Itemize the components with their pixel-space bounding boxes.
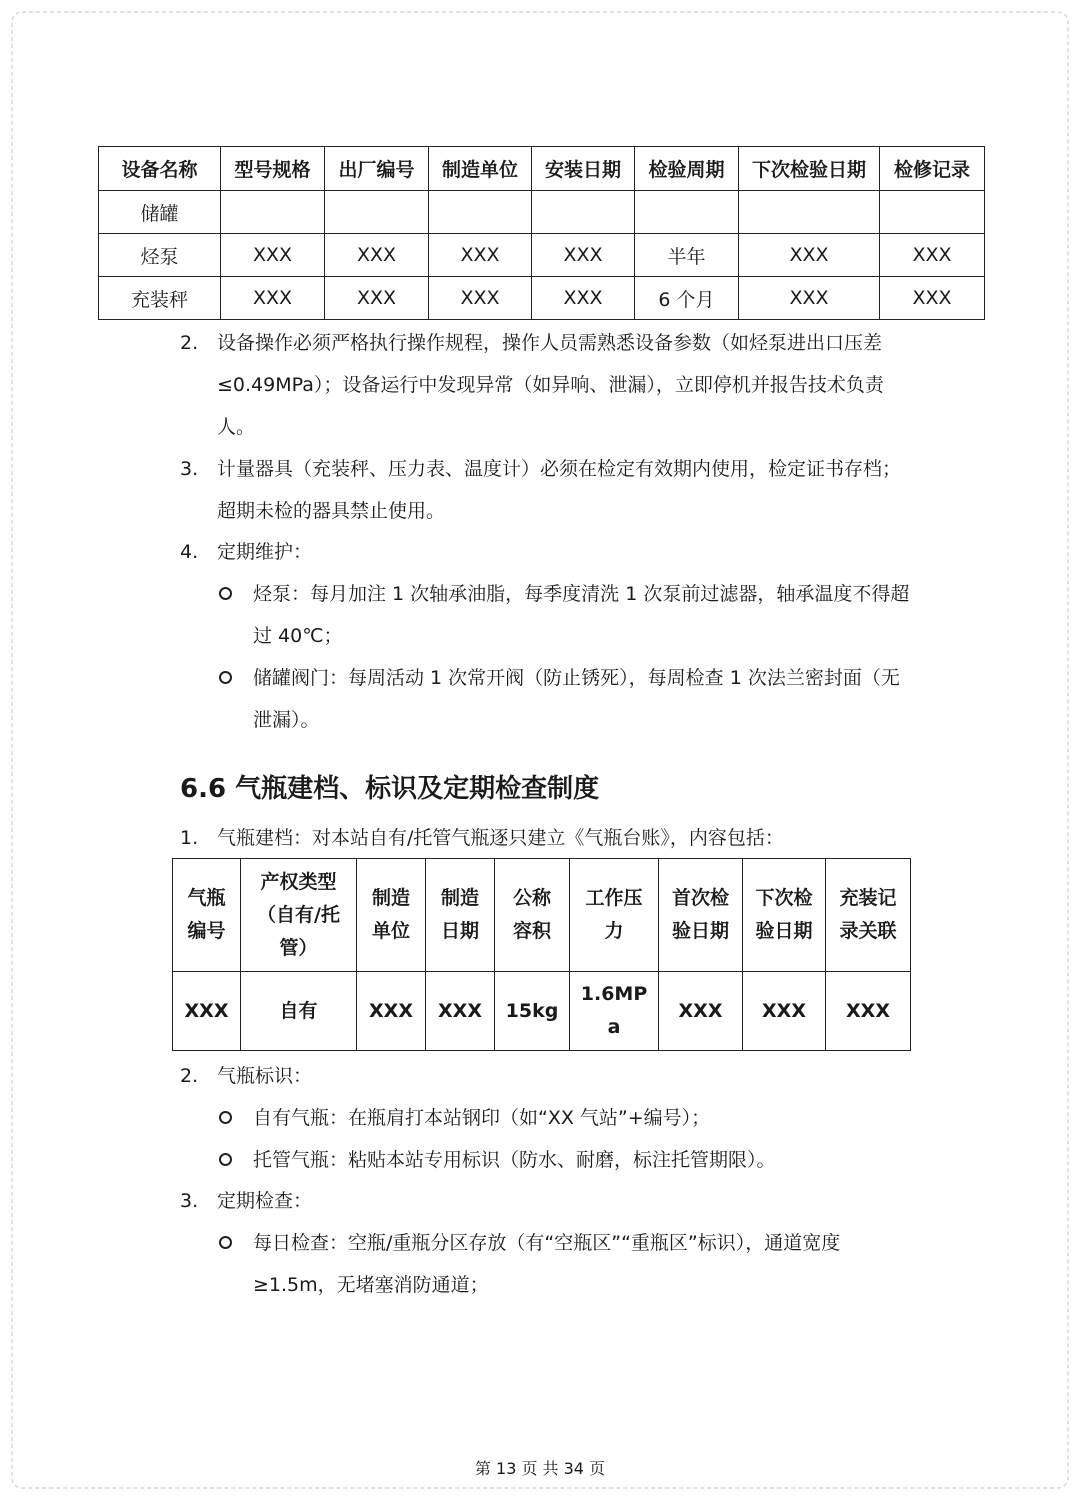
hollow-circle-bullet-icon <box>219 1111 232 1124</box>
header-line: 编号 <box>187 920 226 942</box>
cylinder-table-header-row <box>173 859 911 972</box>
table-row <box>99 277 985 320</box>
text-line: 储罐阀门：每周活动 1 次常开阀（防止锈死），每周检查 1 次法兰密封面（无 <box>253 667 900 689</box>
section-heading: 6.6 气瓶建档、标识及定期检查制度 <box>180 774 600 804</box>
table-row <box>99 191 985 234</box>
table-header-cell: 检验周期 <box>635 147 739 191</box>
table-cell <box>426 972 495 1051</box>
equipment-table <box>98 146 985 320</box>
bullet-text: 自有气瓶：在瓶肩打本站钢印（如“XX 气站”+编号）； <box>253 1107 711 1129</box>
cylinder-ledger-table <box>172 858 911 1051</box>
header-line: 下次检 <box>755 887 813 909</box>
text-line: 超期未检的器具禁止使用。 <box>217 500 446 522</box>
header-line: 日期 <box>440 920 479 942</box>
header-line: 管） <box>279 936 318 959</box>
table-header-cell <box>357 859 426 972</box>
list-item-number: 1. <box>180 827 199 849</box>
table-cell: 6 个月 <box>635 277 739 320</box>
table-cell <box>357 972 426 1051</box>
header-line: 验日期 <box>671 920 729 942</box>
header-line: 单位 <box>371 920 410 942</box>
table-cell: XXX <box>739 277 880 320</box>
cell-line: 自有 <box>279 999 318 1022</box>
cell-line: XXX <box>678 999 723 1022</box>
list-item-text <box>217 531 312 573</box>
table-cell: 充装秤 <box>99 277 221 320</box>
table-header-cell: 检修记录 <box>880 147 985 191</box>
table-cell: 储罐 <box>99 191 221 234</box>
text-line: 人。 <box>217 416 256 438</box>
table-header-cell: 制造单位 <box>429 147 532 191</box>
table-cell: 烃泵 <box>99 234 221 277</box>
text-line: ≥1.5m，无堵塞消防通道； <box>253 1274 489 1296</box>
table-cell <box>635 191 739 234</box>
table-cell: XXX <box>880 277 985 320</box>
table-cell <box>325 191 429 234</box>
table-header-cell: 设备名称 <box>99 147 221 191</box>
table-cell <box>429 191 532 234</box>
list-item-text: 气瓶标识： <box>217 1065 313 1087</box>
hollow-circle-bullet-icon <box>219 587 232 600</box>
header-line: 验日期 <box>755 920 813 942</box>
list-item-number: 3. <box>180 458 199 480</box>
table-cell: XXX <box>221 234 325 277</box>
equipment-table-header-row <box>99 147 985 191</box>
table-cell: 半年 <box>635 234 739 277</box>
table-header-cell <box>743 859 826 972</box>
table-cell <box>880 191 985 234</box>
table-cell: XXX <box>221 277 325 320</box>
cell-line: 15kg <box>505 999 559 1022</box>
text-line: ≤0.49MPa）；设备运行中发现异常（如异响、泄漏），立即停机并报告技术负责 <box>217 374 884 396</box>
table-cell <box>241 972 357 1051</box>
list-item-number: 2. <box>180 332 199 354</box>
table-cell <box>221 191 325 234</box>
table-cell <box>532 191 635 234</box>
table-header-cell <box>826 859 911 972</box>
header-line: 制造 <box>371 887 410 909</box>
table-header-cell <box>495 859 570 972</box>
header-line: 充装记 <box>839 887 897 909</box>
text-line: 泄漏）。 <box>253 709 320 731</box>
bullet-text <box>253 657 900 741</box>
table-cell <box>826 972 911 1051</box>
table-cell: XXX <box>532 277 635 320</box>
list-item-number: 2. <box>180 1065 199 1087</box>
table-cell <box>743 972 826 1051</box>
list-item-text <box>217 322 884 448</box>
header-line: 气瓶 <box>187 887 226 909</box>
header-line: 容积 <box>512 920 551 942</box>
table-cell <box>495 972 570 1051</box>
table-row <box>173 972 911 1051</box>
header-line: 公称 <box>512 887 551 909</box>
header-line: 首次检 <box>671 887 729 909</box>
table-cell: XXX <box>532 234 635 277</box>
table-cell <box>173 972 241 1051</box>
table-header-cell: 下次检验日期 <box>739 147 880 191</box>
cell-line: a <box>607 1016 621 1038</box>
header-line: 制造 <box>440 887 479 909</box>
table-header-cell <box>426 859 495 972</box>
cell-line: XXX <box>184 999 229 1022</box>
table-cell <box>570 972 659 1051</box>
table-cell: XXX <box>325 234 429 277</box>
hollow-circle-bullet-icon <box>219 1236 232 1249</box>
table-header-cell <box>173 859 241 972</box>
text-line: 计量器具（充装秤、压力表、温度计）必须在检定有效期内使用，检定证书存档； <box>217 458 902 480</box>
list-item-number: 4. <box>180 541 199 563</box>
bullet-text <box>253 1222 840 1306</box>
table-header-cell: 安装日期 <box>532 147 635 191</box>
page-number-footer: 第 13 页 共 34 页 <box>474 1459 606 1478</box>
table-header-cell: 型号规格 <box>221 147 325 191</box>
table-cell: XXX <box>429 277 532 320</box>
header-line: 产权类型 <box>260 870 337 893</box>
cell-line: XXX <box>438 999 482 1022</box>
hollow-circle-bullet-icon <box>219 1153 232 1166</box>
table-cell: XXX <box>739 234 880 277</box>
hollow-circle-bullet-icon <box>219 671 232 684</box>
table-row <box>99 234 985 277</box>
header-line: （自有/托 <box>257 903 340 926</box>
table-header-cell: 出厂编号 <box>325 147 429 191</box>
table-cell: XXX <box>880 234 985 277</box>
header-line: 录关联 <box>839 920 897 942</box>
text-line: 设备操作必须严格执行操作规程，操作人员需熟悉设备参数（如烃泵进出口压差 <box>217 332 883 354</box>
cell-line: 1.6MP <box>580 983 648 1005</box>
list-item-text <box>217 448 901 532</box>
cell-line: XXX <box>369 999 413 1022</box>
list-item-text: 气瓶建档：对本站自有/托管气瓶逐只建立《气瓶台账》，内容包括： <box>217 827 784 849</box>
header-line: 工作压 <box>585 887 643 909</box>
table-header-cell <box>241 859 357 972</box>
table-cell: XXX <box>429 234 532 277</box>
table-cell: XXX <box>325 277 429 320</box>
text-line: 烃泵：每月加注 1 次轴承油脂，每季度清洗 1 次泵前过滤器，轴承温度不得超 <box>253 583 910 605</box>
bullet-text: 托管气瓶：粘贴本站专用标识（防水、耐磨，标注托管期限）。 <box>253 1149 776 1171</box>
table-header-cell <box>570 859 659 972</box>
text-line: 过 40℃； <box>253 625 343 647</box>
table-header-cell <box>659 859 743 972</box>
list-item-number: 3. <box>180 1190 199 1212</box>
bullet-text <box>253 573 909 657</box>
cell-line: XXX <box>762 999 806 1022</box>
header-line: 力 <box>604 920 624 942</box>
table-cell <box>659 972 743 1051</box>
list-item-text: 定期检查： <box>217 1190 313 1212</box>
cell-line: XXX <box>846 999 890 1022</box>
text-line: 定期维护： <box>217 541 313 563</box>
text-line: 每日检查：空瓶/重瓶分区存放（有“空瓶区”“重瓶区”标识），通道宽度 <box>253 1232 841 1254</box>
table-cell <box>739 191 880 234</box>
